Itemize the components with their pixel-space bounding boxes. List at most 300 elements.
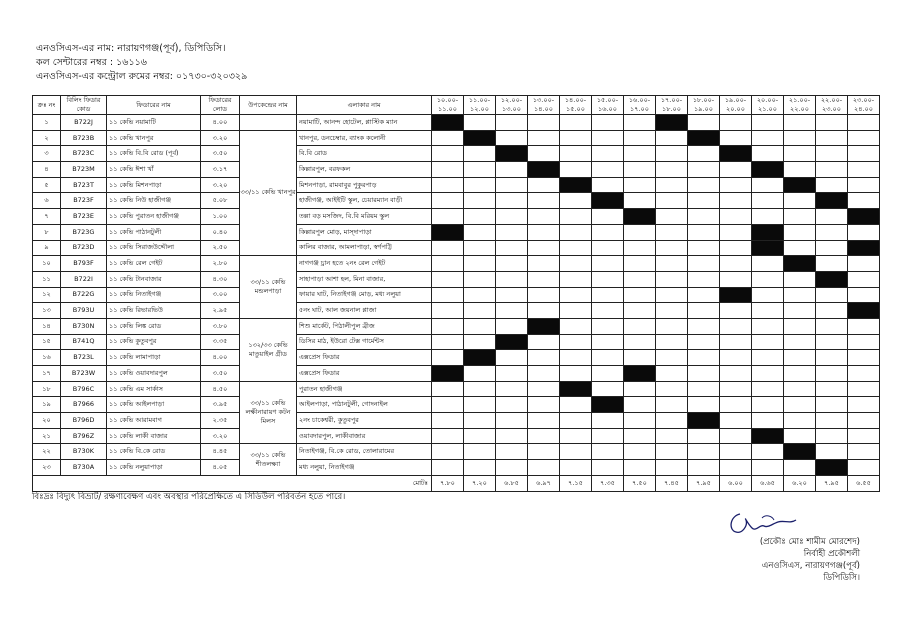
slot-cell <box>656 177 688 193</box>
slot-cell <box>752 413 784 429</box>
slot-cell <box>720 381 752 397</box>
feeder-name-cell: ১১ কেভি লাকী বাজার <box>107 428 201 444</box>
slot-cell <box>688 444 720 460</box>
slot-cell <box>592 209 624 225</box>
slot-cell <box>848 162 880 178</box>
total-value-cell: ৬.২০ <box>784 475 816 491</box>
slot-cell <box>688 366 720 382</box>
slot-cell <box>528 366 560 382</box>
serial-cell: ৫ <box>33 177 61 193</box>
table-row <box>33 287 880 303</box>
slot-cell <box>528 193 560 209</box>
slot-cell <box>720 366 752 382</box>
area-cell: বি.বি রোড <box>297 146 432 162</box>
slot-cell <box>848 334 880 350</box>
feeder-load-cell: ৩.৫০ <box>201 366 240 382</box>
slot-cell <box>752 318 784 334</box>
slot-cell <box>432 334 464 350</box>
table-row <box>33 334 880 350</box>
table-row <box>33 146 880 162</box>
total-value-cell: ৭.৯৫ <box>816 475 848 491</box>
slot-cell <box>432 209 464 225</box>
slot-cell <box>560 146 592 162</box>
area-cell: খানপুর, ডনচেম্বার, ব্যাংক কলোনী <box>297 130 432 146</box>
slot-cell <box>624 303 656 319</box>
slot-cell <box>464 334 496 350</box>
slot-cell <box>848 130 880 146</box>
slot-cell <box>848 115 880 131</box>
slot-cell <box>528 428 560 444</box>
slot-cell <box>464 397 496 413</box>
slot-cell <box>720 115 752 131</box>
slot-cell <box>496 444 528 460</box>
slot-cell <box>496 271 528 287</box>
slot-cell <box>752 271 784 287</box>
slot-cell <box>784 350 816 366</box>
slot-cell <box>752 209 784 225</box>
slot-cell <box>720 287 752 303</box>
slot-cell <box>816 366 848 382</box>
slot-cell <box>528 303 560 319</box>
feeder-load-cell: ৪.৩০ <box>201 271 240 287</box>
feeder-load-cell: ৩.৮০ <box>201 318 240 334</box>
slot-cell <box>432 162 464 178</box>
header-call-center: কল সেন্টারের নম্বর : ১৬১১৬ <box>36 57 147 68</box>
slot-cell <box>496 428 528 444</box>
feeder-name-cell: ১১ কেভি রেল গেইট <box>107 256 201 272</box>
slot-cell <box>848 318 880 334</box>
slot-cell <box>816 115 848 131</box>
time-slot-header: ১২.০০- ১৩.০০ <box>496 96 528 115</box>
slot-cell <box>752 115 784 131</box>
table-row <box>33 428 880 444</box>
slot-cell <box>784 146 816 162</box>
slot-cell <box>528 350 560 366</box>
slot-cell <box>656 240 688 256</box>
slot-cell <box>496 240 528 256</box>
slot-cell <box>816 381 848 397</box>
slot-cell <box>752 256 784 272</box>
col-feeder-load: ফিডারের লোড <box>201 96 240 115</box>
slot-cell <box>848 177 880 193</box>
serial-cell: ৩ <box>33 146 61 162</box>
slot-cell <box>688 115 720 131</box>
slot-cell <box>688 240 720 256</box>
slot-cell <box>624 287 656 303</box>
slot-cell <box>464 303 496 319</box>
table-row <box>33 397 880 413</box>
slot-cell <box>848 256 880 272</box>
slot-cell <box>816 162 848 178</box>
feeder-name-cell: ১১ কেভি বি.বি রোড (পূর্ব) <box>107 146 201 162</box>
slot-cell <box>432 444 464 460</box>
slot-cell <box>784 115 816 131</box>
slot-cell <box>816 413 848 429</box>
slot-cell <box>784 130 816 146</box>
slot-cell <box>624 428 656 444</box>
slot-cell <box>464 271 496 287</box>
area-cell: ৫নং ঘাট, আল জয়নাল প্লাজা <box>297 303 432 319</box>
serial-cell: ৭ <box>33 209 61 225</box>
feeder-name-cell: ১১ কেভি পাঠানটুলী <box>107 224 201 240</box>
slot-cell <box>656 428 688 444</box>
slot-cell <box>784 318 816 334</box>
table-row <box>33 224 880 240</box>
slot-cell <box>656 350 688 366</box>
slot-cell <box>752 334 784 350</box>
slot-cell <box>496 224 528 240</box>
slot-cell <box>656 115 688 131</box>
slot-cell <box>464 146 496 162</box>
slot-cell <box>688 224 720 240</box>
billing-code-cell: B722G <box>61 287 107 303</box>
slot-cell <box>560 193 592 209</box>
area-cell: এক্সপ্রেস ফিডার <box>297 350 432 366</box>
slot-cell <box>528 397 560 413</box>
slot-cell <box>560 350 592 366</box>
slot-cell <box>816 256 848 272</box>
slot-cell <box>528 209 560 225</box>
table-row <box>33 130 880 146</box>
slot-cell <box>688 428 720 444</box>
slot-cell <box>560 303 592 319</box>
slot-cell <box>656 381 688 397</box>
slot-cell <box>848 303 880 319</box>
slot-cell <box>624 209 656 225</box>
slot-cell <box>592 303 624 319</box>
slot-cell <box>464 115 496 131</box>
feeder-name-cell: ১১ কেভি টানবাজার <box>107 271 201 287</box>
area-cell: শিশু মার্কেট, পিঠালীপুল ব্রীজ <box>297 318 432 334</box>
slot-cell <box>432 460 464 476</box>
billing-code-cell: B722I <box>61 271 107 287</box>
slot-cell <box>656 146 688 162</box>
slot-cell <box>464 240 496 256</box>
feeder-name-cell: ১১ কেভি ঈশা খাঁ <box>107 162 201 178</box>
slot-cell <box>496 177 528 193</box>
feeder-name-cell: ১১ কেভি লিঙ্ক রোড <box>107 318 201 334</box>
slot-cell <box>464 428 496 444</box>
feeder-name-cell: ১১ কেভি মিশনপাড়া <box>107 177 201 193</box>
serial-cell: ৮ <box>33 224 61 240</box>
slot-cell <box>560 413 592 429</box>
area-cell: কালির বাজার, আমলাপাড়া, স্বর্ণপট্টি <box>297 240 432 256</box>
table-row <box>33 177 880 193</box>
slot-cell <box>656 209 688 225</box>
slot-cell <box>432 146 464 162</box>
slot-cell <box>656 287 688 303</box>
feeder-name-cell: ১১ কেভি বি.কে রোড <box>107 444 201 460</box>
area-cell: মিশনপাড়া, রামবাবুর পুকুরপাড় <box>297 177 432 193</box>
slot-cell <box>592 240 624 256</box>
area-cell: তল্লা বড় মসজিদ, বি.বি মরিয়ম স্কুল <box>297 209 432 225</box>
slot-cell <box>560 209 592 225</box>
slot-cell <box>528 460 560 476</box>
slot-cell <box>816 318 848 334</box>
slot-cell <box>816 240 848 256</box>
area-cell: নিতাইগঞ্জ, বি.কে রোড, তোলারামের <box>297 444 432 460</box>
substation-cell: ৩৩/১১ কেভি শীতলক্ষ্যা <box>240 444 297 475</box>
slot-cell <box>432 413 464 429</box>
slot-cell <box>496 397 528 413</box>
slot-cell <box>816 146 848 162</box>
slot-cell <box>592 256 624 272</box>
slot-cell <box>656 444 688 460</box>
slot-cell <box>528 115 560 131</box>
feeder-name-cell: ১১ কেভি সিরাজউদ্দৌলা <box>107 240 201 256</box>
slot-cell <box>432 428 464 444</box>
slot-cell <box>592 115 624 131</box>
slot-cell <box>848 240 880 256</box>
slot-cell <box>432 397 464 413</box>
slot-cell <box>688 381 720 397</box>
slot-cell <box>560 115 592 131</box>
slot-cell <box>528 130 560 146</box>
slot-cell <box>592 366 624 382</box>
feeder-name-cell: ১১ কেভি কুতুবপুর <box>107 334 201 350</box>
slot-cell <box>784 287 816 303</box>
slot-cell <box>560 366 592 382</box>
slot-cell <box>752 381 784 397</box>
slot-cell <box>560 130 592 146</box>
slot-cell <box>432 366 464 382</box>
slot-cell <box>752 224 784 240</box>
slot-cell <box>784 444 816 460</box>
serial-cell: ২১ <box>33 428 61 444</box>
totals-row <box>33 475 880 491</box>
slot-cell <box>784 271 816 287</box>
feeder-name-cell: ১১ কেভি রিভারভিউ <box>107 303 201 319</box>
slot-cell <box>624 397 656 413</box>
slot-cell <box>656 162 688 178</box>
slot-cell <box>624 240 656 256</box>
slot-cell <box>848 413 880 429</box>
slot-cell <box>720 162 752 178</box>
slot-cell <box>752 193 784 209</box>
total-value-cell: ৭.৫০ <box>624 475 656 491</box>
col-serial: ক্রঃ নং <box>33 96 61 115</box>
slot-cell <box>720 350 752 366</box>
slot-cell <box>848 209 880 225</box>
total-value-cell: ৭.৮০ <box>432 475 464 491</box>
schedule-body <box>33 115 880 492</box>
slot-cell <box>784 209 816 225</box>
slot-cell <box>688 130 720 146</box>
slot-cell <box>784 413 816 429</box>
total-value-cell: ৬.৫৫ <box>848 475 880 491</box>
slot-cell <box>848 428 880 444</box>
slot-cell <box>432 115 464 131</box>
slot-cell <box>848 193 880 209</box>
time-slot-header: ২২.০০- ২৩.০০ <box>816 96 848 115</box>
feeder-name-cell: ১১ কেভি আরামবাগ <box>107 413 201 429</box>
serial-cell: ২৩ <box>33 460 61 476</box>
feeder-load-cell: ৩.৯৫ <box>201 397 240 413</box>
slot-cell <box>688 303 720 319</box>
slot-cell <box>528 240 560 256</box>
time-slot-header: ১১.০০- ১২.০০ <box>464 96 496 115</box>
slot-cell <box>624 177 656 193</box>
slot-cell <box>592 177 624 193</box>
slot-cell <box>784 381 816 397</box>
substation-cell: ১৩২/৩৩ কেভি মাতুয়াইল গ্রীড <box>240 318 297 381</box>
feeder-load-cell: ৩.২০ <box>201 130 240 146</box>
slot-cell <box>848 444 880 460</box>
serial-cell: ১ <box>33 115 61 131</box>
area-cell: মধ্য নলুয়া, নিতাইগঞ্জ <box>297 460 432 476</box>
slot-cell <box>752 350 784 366</box>
slot-cell <box>496 162 528 178</box>
slot-cell <box>528 287 560 303</box>
billing-code-cell: B723L <box>61 350 107 366</box>
billing-code-cell: B723C <box>61 146 107 162</box>
slot-cell <box>592 287 624 303</box>
total-value-cell: ৭.৩৫ <box>592 475 624 491</box>
slot-cell <box>592 146 624 162</box>
feeder-load-cell: ৩.৩৫ <box>201 334 240 350</box>
slot-cell <box>848 366 880 382</box>
billing-code-cell: B796D <box>61 413 107 429</box>
billing-code-cell: B722J <box>61 115 107 131</box>
feeder-load-cell: ৪.০৫ <box>201 460 240 476</box>
slot-cell <box>560 240 592 256</box>
slot-cell <box>432 287 464 303</box>
time-slot-header: ১০.০০- ১১.০০ <box>432 96 464 115</box>
area-cell: নাগগঞ্জ চ্রান হতে ২নং রেল গেইট <box>297 256 432 272</box>
billing-code-cell: B730A <box>61 460 107 476</box>
slot-cell <box>752 162 784 178</box>
slot-cell <box>560 444 592 460</box>
feeder-load-cell: ৪.০০ <box>201 350 240 366</box>
slot-cell <box>848 381 880 397</box>
billing-code-cell: B796C <box>61 381 107 397</box>
signatory-office: এনওসিএস, নারায়ণগঞ্জ(পূর্ব) <box>761 561 860 571</box>
slot-cell <box>720 240 752 256</box>
slot-cell <box>624 115 656 131</box>
slot-cell <box>816 444 848 460</box>
area-cell: কিল্লারপুল, বরফকল <box>297 162 432 178</box>
area-cell: ওয়াবদারপুল, লাকীবাজার <box>297 428 432 444</box>
slot-cell <box>496 303 528 319</box>
total-value-cell: ৬.৬৫ <box>752 475 784 491</box>
feeder-load-cell: ৫.০৮ <box>201 193 240 209</box>
slot-cell <box>560 287 592 303</box>
slot-cell <box>592 130 624 146</box>
slot-cell <box>816 193 848 209</box>
slot-cell <box>560 381 592 397</box>
slot-cell <box>464 256 496 272</box>
substation-cell: ৩৩/১১ কেভি খানপুর <box>240 130 297 256</box>
table-row <box>33 115 880 131</box>
slot-cell <box>688 256 720 272</box>
slot-cell <box>656 224 688 240</box>
table-row <box>33 350 880 366</box>
signature-mark <box>722 506 802 538</box>
slot-cell <box>720 146 752 162</box>
area-cell: আইলপাড়া, পাঠানটুলী, গোদনাইল <box>297 397 432 413</box>
billing-code-cell: B796Z <box>61 428 107 444</box>
slot-cell <box>624 224 656 240</box>
col-substation: উপকেন্দ্রের নাম <box>240 96 297 115</box>
slot-cell <box>816 397 848 413</box>
slot-cell <box>464 130 496 146</box>
feeder-load-cell: ৩.২০ <box>201 428 240 444</box>
slot-cell <box>688 146 720 162</box>
slot-cell <box>688 271 720 287</box>
slot-cell <box>656 366 688 382</box>
slot-cell <box>624 350 656 366</box>
billing-code-cell: B741Q <box>61 334 107 350</box>
slot-cell <box>688 350 720 366</box>
slot-cell <box>656 460 688 476</box>
slot-cell <box>528 224 560 240</box>
time-slot-header: ২৩.০০- ২৪.০০ <box>848 96 880 115</box>
slot-cell <box>784 460 816 476</box>
slot-cell <box>720 193 752 209</box>
slot-cell <box>720 256 752 272</box>
feeder-name-cell: ১১ কেভি এম সার্কাস <box>107 381 201 397</box>
slot-cell <box>848 350 880 366</box>
slot-cell <box>464 162 496 178</box>
billing-code-cell: B723B <box>61 130 107 146</box>
slot-cell <box>816 224 848 240</box>
feeder-load-cell: ০.৪০ <box>201 224 240 240</box>
slot-cell <box>560 271 592 287</box>
slot-cell <box>656 413 688 429</box>
slot-cell <box>816 177 848 193</box>
slot-cell <box>784 193 816 209</box>
slot-cell <box>464 287 496 303</box>
time-slot-header: ১৭.০০- ১৮.০০ <box>656 96 688 115</box>
billing-code-cell: B793F <box>61 256 107 272</box>
table-row <box>33 193 880 209</box>
slot-cell <box>464 193 496 209</box>
slot-cell <box>848 397 880 413</box>
serial-cell: ১১ <box>33 271 61 287</box>
slot-cell <box>848 460 880 476</box>
slot-cell <box>432 224 464 240</box>
slot-cell <box>496 318 528 334</box>
area-cell: ডিসির মাঠ, ইউরো টেক্স গার্মেন্টস <box>297 334 432 350</box>
slot-cell <box>656 193 688 209</box>
slot-cell <box>784 334 816 350</box>
area-cell: ২নং চাকেশ্বরী, কুতুবপুর <box>297 413 432 429</box>
slot-cell <box>848 224 880 240</box>
slot-cell <box>432 381 464 397</box>
slot-cell <box>752 460 784 476</box>
slot-cell <box>784 397 816 413</box>
serial-cell: ১৭ <box>33 366 61 382</box>
slot-cell <box>624 146 656 162</box>
feeder-load-cell: ৪.৫০ <box>201 381 240 397</box>
signature-block <box>760 536 860 584</box>
totals-label: মোটঃ <box>33 475 432 491</box>
slot-cell <box>528 271 560 287</box>
serial-cell: ৯ <box>33 240 61 256</box>
slot-cell <box>720 318 752 334</box>
slot-cell <box>624 381 656 397</box>
area-cell: কিল্লারপুল মোড়, মাস্দাপাড়া <box>297 224 432 240</box>
footnote: বিঃদ্রঃ বিদ্যুৎ বিভ্রাট/ রক্ষণাবেক্ষণ এবং অবস্থার পরিপ্রেক্ষিতে এ সিডিউল পরিবর্তন হতে পারে। <box>32 492 346 502</box>
slot-cell <box>624 334 656 350</box>
total-value-cell: ৭.২০ <box>464 475 496 491</box>
slot-cell <box>464 444 496 460</box>
slot-cell <box>528 146 560 162</box>
serial-cell: ৬ <box>33 193 61 209</box>
slot-cell <box>560 224 592 240</box>
serial-cell: ৪ <box>33 162 61 178</box>
table-row <box>33 240 880 256</box>
